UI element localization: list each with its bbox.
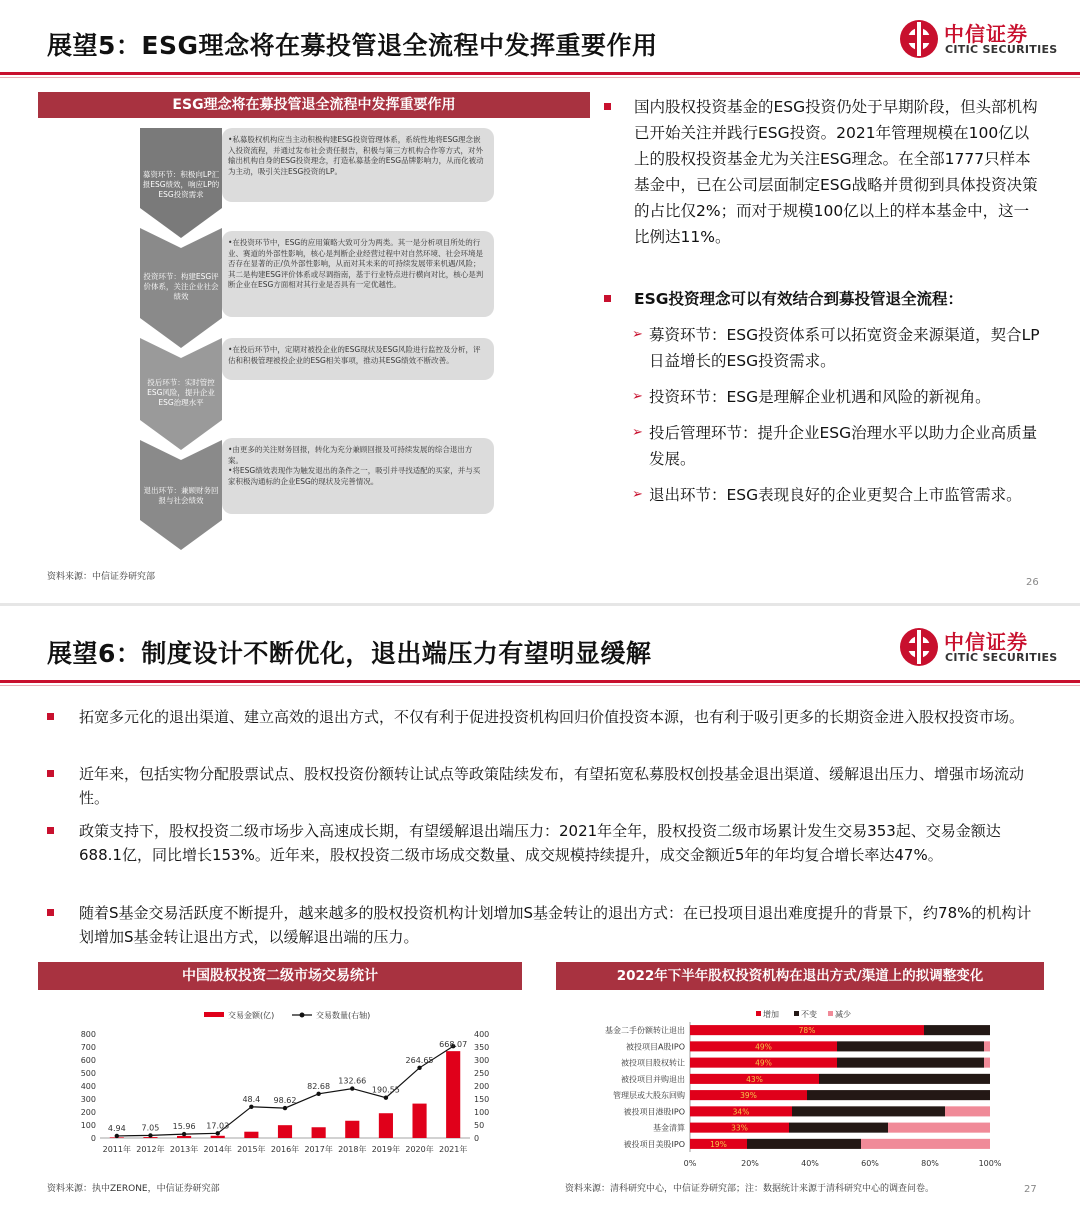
stage-desc-investment: •在投资环节中，ESG的应用策略大致可分为两类。其一是分析项目所处的行业、赛道的外部性影响，核心是判断企业经营过程中对自然环境、社会环境是否存在显著的正/负外部性影响，从而对其未来的可持续发展带来机遇/风险；其二是构建ESG评价体系或尽调指南，基于行业特点进行横向对比，核心是判断企业在ESG方面相对其行业是否具有一定优越性。 — [222, 231, 494, 317]
point-count — [148, 1133, 152, 1137]
point-count — [316, 1092, 320, 1096]
y-right-tick: 100 — [474, 1108, 490, 1117]
data-label-amount: 7.05 — [141, 1123, 160, 1133]
point-count — [115, 1134, 119, 1138]
data-label-increase: 43% — [746, 1074, 763, 1084]
data-label-amount: 17.03 — [206, 1121, 230, 1131]
legend-label-amount: 交易金额(亿) — [228, 1011, 275, 1020]
legend-swatch-1 — [794, 1011, 799, 1016]
bar-amount — [312, 1127, 326, 1138]
legend-label-0: 增加 — [763, 1010, 779, 1019]
point-count — [249, 1105, 253, 1109]
bar-segment-1 — [747, 1139, 861, 1149]
bar-amount — [345, 1121, 359, 1138]
data-label-increase: 49% — [755, 1042, 772, 1052]
sub-bullet-2: ➢ 投资环节：ESG是理解企业机遇和风险的新视角。 — [632, 388, 991, 406]
bar-segment-1 — [792, 1106, 945, 1116]
chart1-title-bar: 中国股权投资二级市场交易统计 — [38, 962, 522, 990]
bar-segment-1 — [819, 1074, 990, 1084]
y-left-tick: 800 — [80, 1030, 96, 1039]
bar-segment-1 — [837, 1058, 984, 1068]
legend-label-1: 不变 — [801, 1010, 817, 1019]
legend-swatch-0 — [756, 1011, 761, 1016]
data-label-increase: 78% — [798, 1026, 816, 1036]
slide-26 — [0, 0, 1080, 603]
point-count — [216, 1131, 220, 1135]
sub-bullet-3: ➢ 投后管理环节：提升企业ESG治理水平以助力企业高质量发展。 — [632, 424, 1038, 468]
bar-amount — [446, 1051, 460, 1138]
category-label: 基金二手份额转让退出 — [605, 1026, 685, 1036]
category-label: 管理层或大股东回购 — [613, 1091, 685, 1101]
data-label-amount: 82.68 — [307, 1081, 331, 1091]
x-tick-label: 2017年 — [304, 1145, 333, 1154]
bullet-3: 政策支持下，股权投资二级市场步入高速成长期，有望缓解退出端压力：2021年全年，股权投资二级市场累计发生交易353起、交易金额达688.1亿，同比增长153%。近年来，股权投资二级市场成交数量、成交规模持续提升，成交金额近5年的年均复合增长率达47%。 — [47, 819, 1037, 867]
stage-label-investment: 投资环节：构建ESG评价体系，关注企业社会绩效 — [143, 272, 219, 301]
y-left-tick: 100 — [80, 1121, 96, 1130]
bar-amount — [244, 1132, 258, 1138]
data-label-increase: 49% — [755, 1058, 772, 1068]
data-label-increase: 33% — [731, 1123, 748, 1133]
legend-swatch-amount — [204, 1012, 224, 1017]
y-left-tick: 500 — [80, 1069, 96, 1078]
y-right-tick: 200 — [474, 1082, 490, 1091]
point-count — [417, 1066, 421, 1070]
x-tick-label: 2019年 — [371, 1145, 401, 1154]
logo-en: CITIC SECURITIES — [945, 651, 1058, 664]
stage-desc-post-investment: •在投后环节中，定期对被投企业的ESG现状及ESG风险进行监控及分析，评估和积极管理被投企业的ESG相关事项，推动其ESG绩效不断改善。 — [222, 338, 494, 380]
y-right-tick: 150 — [474, 1095, 490, 1104]
data-label-amount: 132.66 — [338, 1076, 367, 1086]
bar-amount — [211, 1136, 225, 1138]
category-label: 被投项目港股IPO — [623, 1107, 685, 1117]
citic-emblem-icon — [898, 18, 940, 60]
legend-label-count: 交易数量(右轴) — [316, 1011, 371, 1020]
x-tick-label: 60% — [861, 1159, 879, 1168]
page-number: 27 — [1024, 1184, 1037, 1195]
data-label-amount: 48.4 — [242, 1094, 261, 1104]
x-tick-label: 20% — [741, 1159, 759, 1168]
bullet-2: ESG投资理念可以有效结合到募投管退全流程： — [604, 286, 1044, 312]
source-note-1: 资料来源：执中ZERONE，中信证券研究部 — [47, 1184, 220, 1194]
title-rule — [0, 72, 1080, 75]
y-right-tick: 300 — [474, 1056, 490, 1065]
slide-27 — [0, 606, 1080, 1211]
point-count — [283, 1106, 287, 1110]
bar-amount — [412, 1104, 426, 1138]
x-tick-label: 2011年 — [102, 1145, 131, 1154]
x-tick-label: 2021年 — [439, 1145, 468, 1154]
citic-logo — [898, 18, 1058, 62]
bar-segment-2 — [861, 1139, 990, 1149]
bar-segment-2 — [984, 1058, 990, 1068]
y-right-tick: 50 — [474, 1121, 485, 1130]
source-note: 资料来源：中信证券研究部 — [47, 572, 156, 582]
y-left-tick: 700 — [80, 1043, 96, 1052]
x-tick-label: 2014年 — [203, 1145, 232, 1154]
x-tick-label: 2020年 — [405, 1145, 434, 1154]
legend-label-2: 减少 — [835, 1010, 851, 1019]
data-label-amount: 264.65 — [405, 1055, 434, 1065]
stage-desc-exit: •由更多的关注财务回报，转化为充分兼顾回报及可持续发展的综合退出方案。 •将ESG绩效表现作为触发退出的条件之一，吸引并寻找适配的买家，并与买家积极沟通标的企业ESG的现状及完善情况。 — [222, 438, 494, 514]
slide-title: 展望5：ESG理念将在募投管退全流程中发挥重要作用 — [47, 31, 658, 60]
legend-marker-count — [300, 1013, 305, 1018]
logo-cn: 中信证券 — [944, 22, 1028, 46]
bullet-1: 拓宽多元化的退出渠道、建立高效的退出方式，不仅有利于促进投资机构回归价值投资本源，也有利于吸引更多的长期资金进入股权投资市场。 — [47, 705, 1037, 729]
point-count — [384, 1096, 388, 1100]
y-left-tick: 200 — [80, 1108, 96, 1117]
bar-segment-1 — [837, 1041, 984, 1051]
stage-label-fundraising: 募资环节：积极向LP汇报ESG绩效，响应LP的ESG投资需求 — [142, 170, 220, 199]
y-right-tick: 400 — [474, 1030, 490, 1039]
point-count — [350, 1086, 354, 1090]
x-tick-label: 2012年 — [136, 1145, 165, 1154]
x-tick-label: 2016年 — [270, 1145, 300, 1154]
data-label-amount: 190.55 — [371, 1085, 400, 1095]
citic-logo — [898, 626, 1058, 670]
chart2-title-bar: 2022年下半年股权投资机构在退出方式/渠道上的拟调整变化 — [556, 962, 1044, 990]
bullet-1: 国内股权投资基金的ESG投资仍处于早期阶段，但头部机构已开始关注并践行ESG投资。2021年管理规模在100亿以上的股权投资基金尤为关注ESG理念。在全部1777只样本基金中，已在公司层面制定ESG战略并贯彻到具体投资决策的占比仅2%；而对于规模100亿以上的样本基金中，这一比例达11%。 — [604, 94, 1044, 250]
point-count — [182, 1132, 186, 1136]
y-right-tick: 250 — [474, 1069, 490, 1078]
data-label-amount: 668.07 — [439, 1040, 468, 1050]
data-label-increase: 19% — [710, 1139, 727, 1149]
x-tick-label: 0% — [683, 1159, 697, 1168]
bar-segment-1 — [807, 1090, 990, 1100]
y-left-tick: 400 — [80, 1082, 96, 1091]
data-label-increase: 34% — [732, 1107, 750, 1117]
x-tick-label: 2018年 — [338, 1145, 367, 1154]
y-left-tick: 0 — [90, 1134, 96, 1143]
bar-segment-1 — [924, 1025, 990, 1035]
title-rule-thin — [0, 77, 1080, 78]
category-label: 被投项目美股IPO — [623, 1139, 685, 1149]
bar-amount — [278, 1125, 292, 1138]
bar-segment-1 — [789, 1123, 888, 1133]
stage-label-post-investment: 投后环节：实时管控ESG风险，提升企业ESG治理水平 — [147, 378, 215, 407]
line-count — [117, 1046, 453, 1136]
bar-segment-2 — [888, 1123, 990, 1133]
y-left-tick: 600 — [80, 1056, 96, 1065]
bar-segment-2 — [945, 1106, 990, 1116]
sub-bullet-4: ➢ 退出环节：ESG表现良好的企业更契合上市监管需求。 — [632, 486, 1022, 504]
y-left-tick: 300 — [80, 1095, 96, 1104]
logo-cn: 中信证券 — [944, 630, 1028, 654]
title-rule — [0, 680, 1080, 683]
logo-en: CITIC SECURITIES — [945, 43, 1058, 56]
legend-swatch-2 — [828, 1011, 833, 1016]
category-label: 基金清算 — [653, 1123, 685, 1133]
x-tick-label: 80% — [921, 1159, 939, 1168]
page-number: 26 — [1026, 577, 1039, 588]
x-tick-label: 2013年 — [169, 1145, 199, 1154]
bullet-2: 近年来，包括实物分配股票试点、股权投资份额转让试点等政策陆续发布，有望拓宽私募股权创投基金退出渠道、缓解退出压力、增强市场流动性。 — [47, 762, 1037, 810]
stage-desc-fundraising: •私募股权机构应当主动积极构建ESG投资管理体系，系统性地将ESG理念嵌入投资流程，并通过发布社会责任报告，积极与第三方机构合作等方式，对外输出机构自身的ESG投资理念，打造私募基金的ESG品牌影响力，从而化被动为主动，吸引关注ESG投资的LP。 — [222, 128, 494, 202]
bar-segment-2 — [984, 1041, 990, 1051]
x-tick-label: 40% — [801, 1159, 819, 1168]
bullet-4: 随着S基金交易活跃度不断提升，越来越多的股权投资机构计划增加S基金转让的退出方式：在已投项目退出难度提升的背景下，约78%的机构计划增加S基金转让退出方式，以缓解退出端的压力。 — [47, 901, 1037, 949]
sub-bullet-1: ➢ 募资环节：ESG投资体系可以拓宽资金来源渠道，契合LP日益增长的ESG投资需求。 — [632, 326, 1040, 370]
data-label-increase: 39% — [740, 1091, 757, 1101]
bar-amount — [379, 1113, 393, 1138]
x-tick-label: 100% — [978, 1159, 1002, 1168]
stage-label-exit: 退出环节：兼顾财务回报与社会绩效 — [143, 486, 219, 505]
data-label-amount: 4.94 — [107, 1123, 126, 1133]
figure-title-bar: ESG理念将在募投管退全流程中发挥重要作用 — [38, 92, 590, 118]
slide-title: 展望6：制度设计不断优化，退出端压力有望明显缓解 — [47, 639, 652, 668]
chart-exit-adjustment — [556, 998, 1044, 1168]
source-note-2: 资料来源：清科研究中心，中信证券研究部；注：数据统计来源于清科研究中心的调查问卷。 — [565, 1184, 935, 1194]
y-right-tick: 350 — [474, 1043, 490, 1052]
citic-emblem-icon — [898, 626, 940, 668]
x-tick-label: 2015年 — [237, 1145, 266, 1154]
data-label-amount: 15.96 — [172, 1122, 196, 1132]
category-label: 被投项目并购退出 — [621, 1074, 685, 1084]
category-label: 被投项目A股IPO — [626, 1042, 685, 1052]
data-label-amount: 98.62 — [273, 1096, 297, 1106]
chart-secondary-market-stats — [60, 998, 530, 1168]
title-rule-thin — [0, 685, 1080, 686]
category-label: 被投项目股权转让 — [621, 1058, 685, 1068]
y-right-tick: 0 — [474, 1134, 480, 1143]
